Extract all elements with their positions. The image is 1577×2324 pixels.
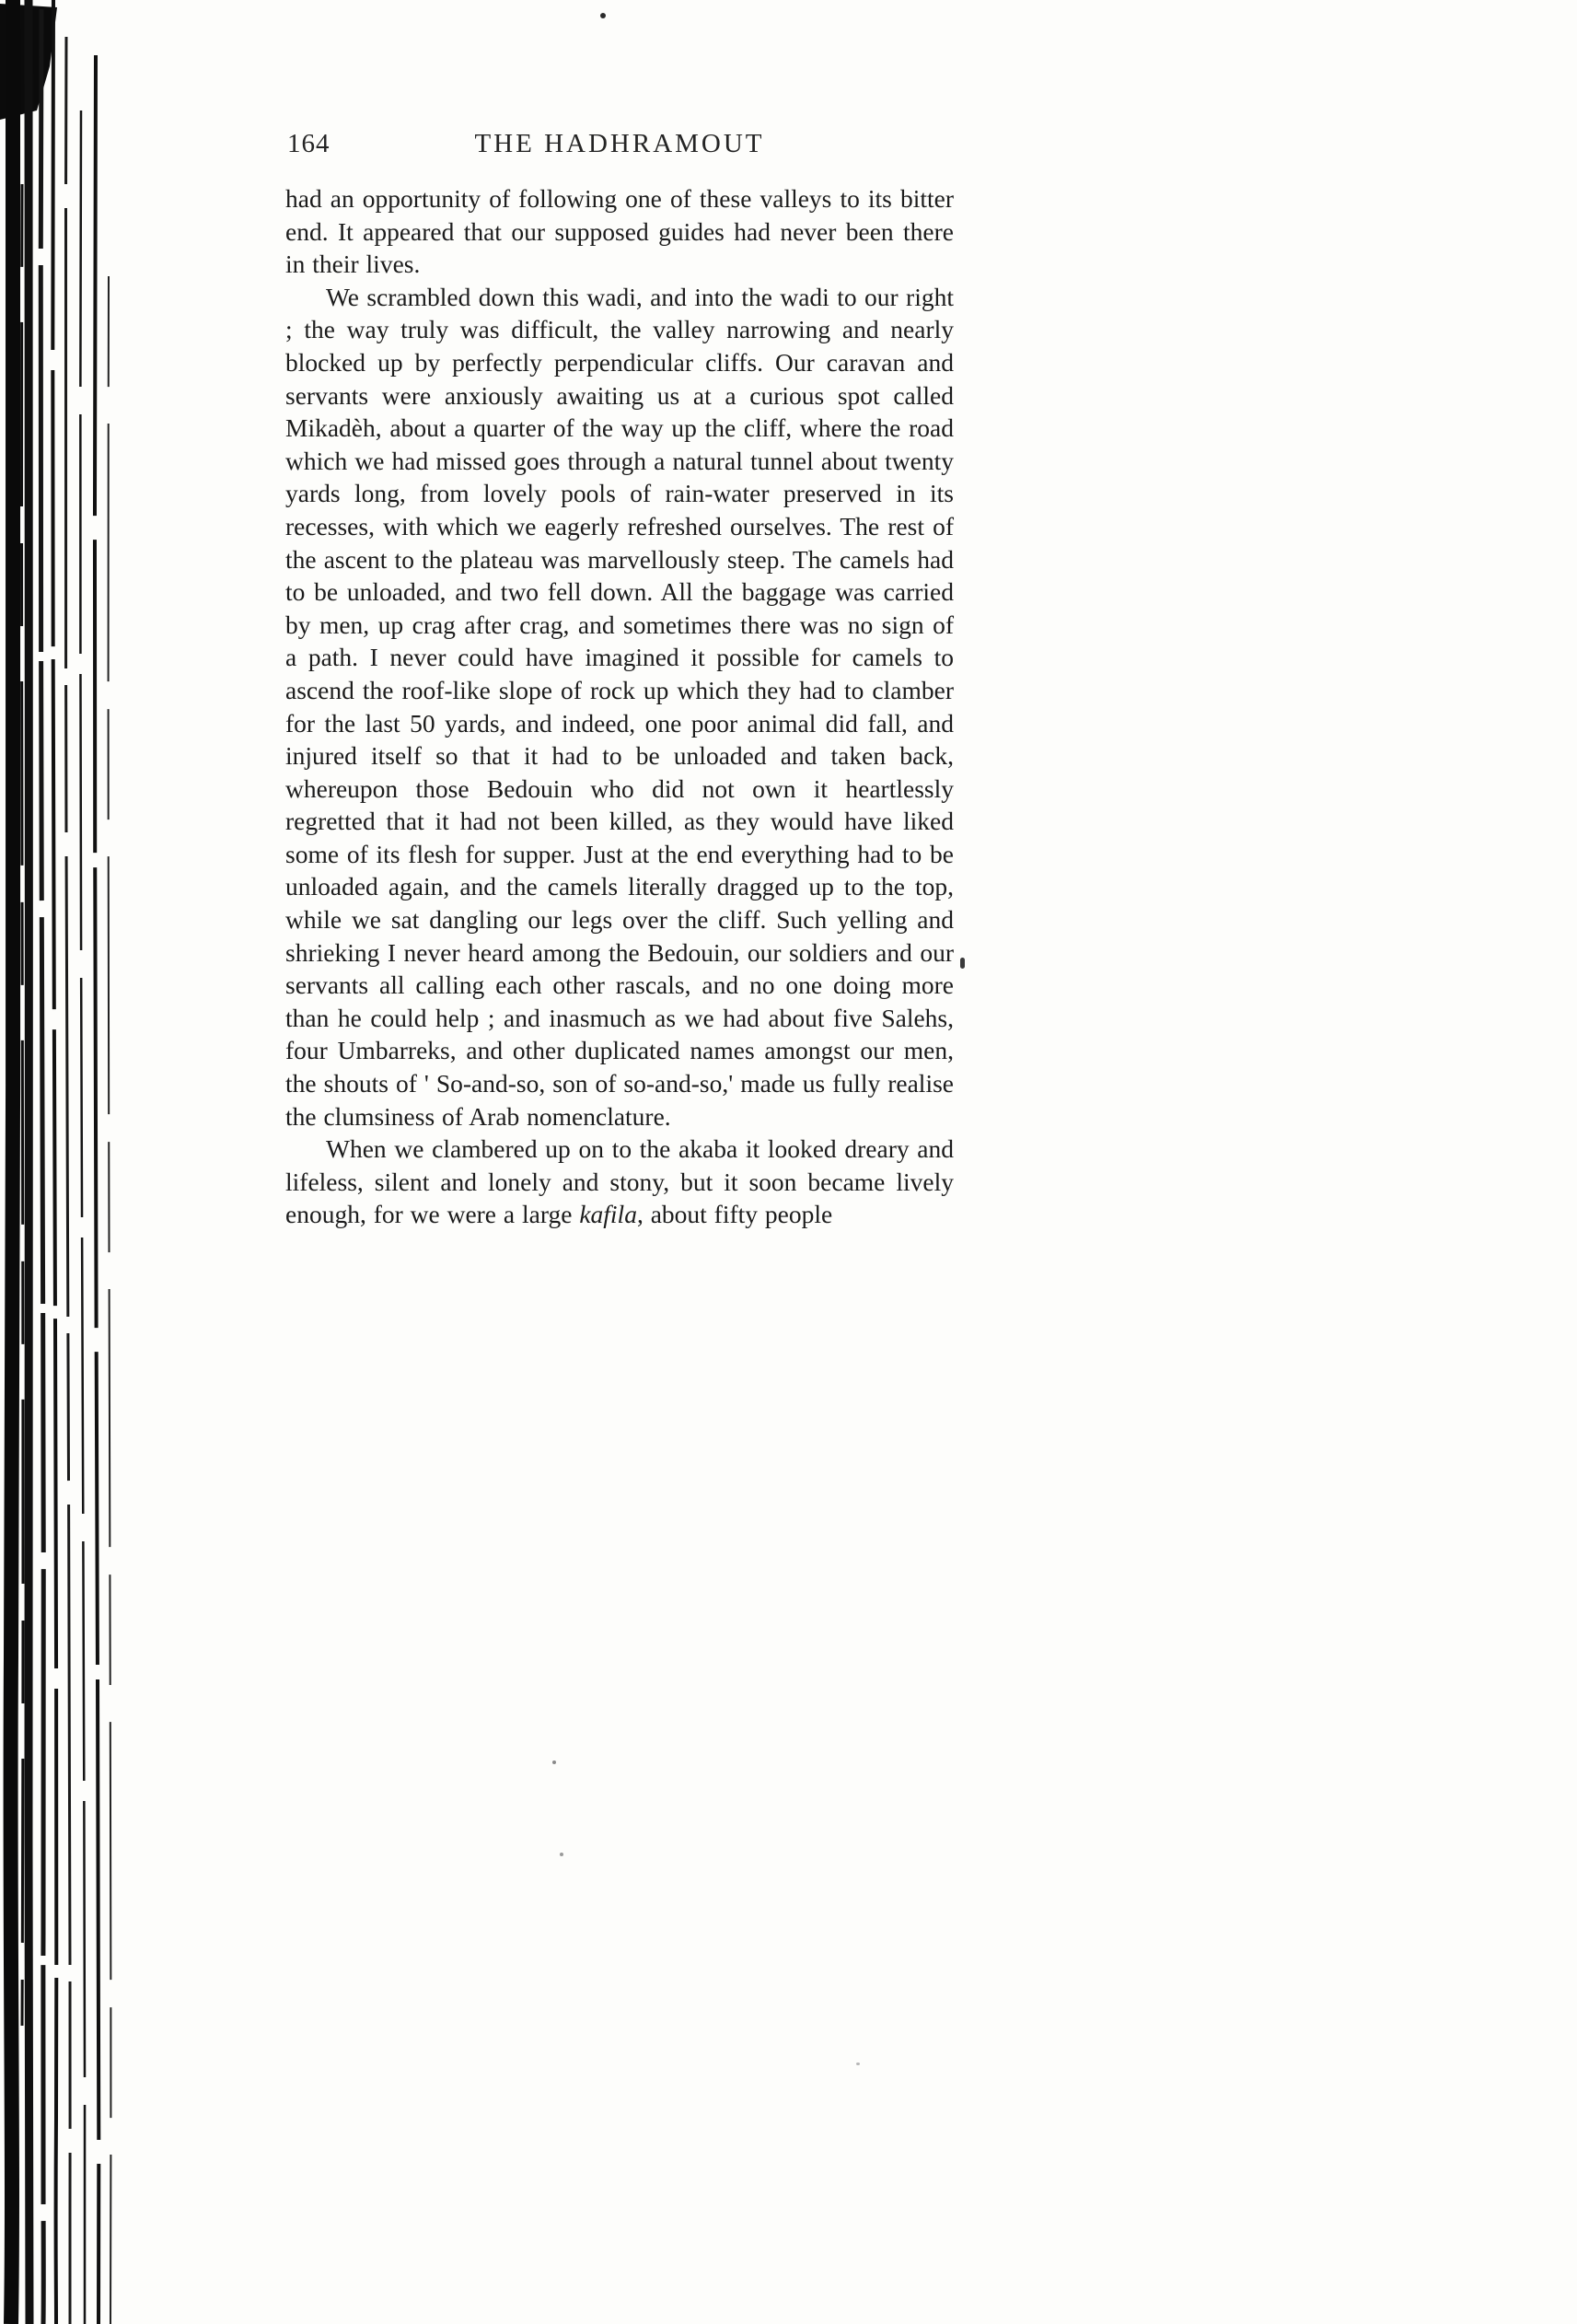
paragraph: We scrambled down this wadi, and into the wadi to our right ; the way truly was difficult, the valley narrowing and nearly blocked up by perfectly perpendicular cliffs. Our caravan and servants were anxiously awaiting us at a curious spot called Mikadèh, about a quarter of the way up the cliff, where the road which we had missed goes through a natural tunnel about twenty yards long, from lovely pools of rain-water preserved in its recesses, with which we eagerly refreshed ourselves. The rest of the ascent to the plateau was marvellously steep. The camels had to be unloaded, and two fell down. All the baggage was carried by men, up crag after crag, and sometimes there was no sign of a path. I never could have imagined it possible for camels to ascend the roof-like slope of rock up which they had to clamber for the last 50 yards, and indeed, one poor animal did fall, and injured itself so that it had to be unloaded and taken back, whereupon those Bedouin who did not own it heartlessly regretted that it had not been killed, as they would have liked some of its flesh for supper. Just at the end everything had to be unloaded again, and the camels literally dragged up to the top, while we sat dangling our legs over the cliff. Such yelling and shrieking I never heard among the Bedouin, our soldiers and our servants all calling each other rascals, and no one doing more than he could help ; and inasmuch as we had about five Salehs, four Umbarreks, and other duplicated names amongst our men, the shouts of ' So-and-so, son of so-and-so,' made us fully realise the clumsiness of Arab nomenclature. <box>285 282 954 1131</box>
paragraph <box>285 1133 954 1231</box>
paragraph: had an opportunity of following one of these valleys to its bitter end. It appeared that our supposed guides had never been there in their lives. <box>285 184 954 279</box>
page-number: 164 <box>287 129 330 158</box>
scan-speck <box>552 1760 556 1764</box>
scan-speck <box>600 13 606 18</box>
page-header <box>285 129 954 164</box>
scan-gutter-artifact <box>0 0 138 2324</box>
scan-speck <box>960 958 965 969</box>
italic-term: kafila <box>579 1200 637 1229</box>
text-block <box>285 129 954 1231</box>
paragraph-text: When we clambered up on to the akaba it looked dreary and lifeless, silent and lonely and stony, but it soon became lively enough, for we were a large <box>285 1134 954 1229</box>
running-title: THE HADHRAMOUT <box>474 129 765 158</box>
scan-speck <box>560 1853 563 1856</box>
scan-speck <box>856 2063 860 2065</box>
paragraph-text: , about fifty people <box>636 1200 833 1229</box>
